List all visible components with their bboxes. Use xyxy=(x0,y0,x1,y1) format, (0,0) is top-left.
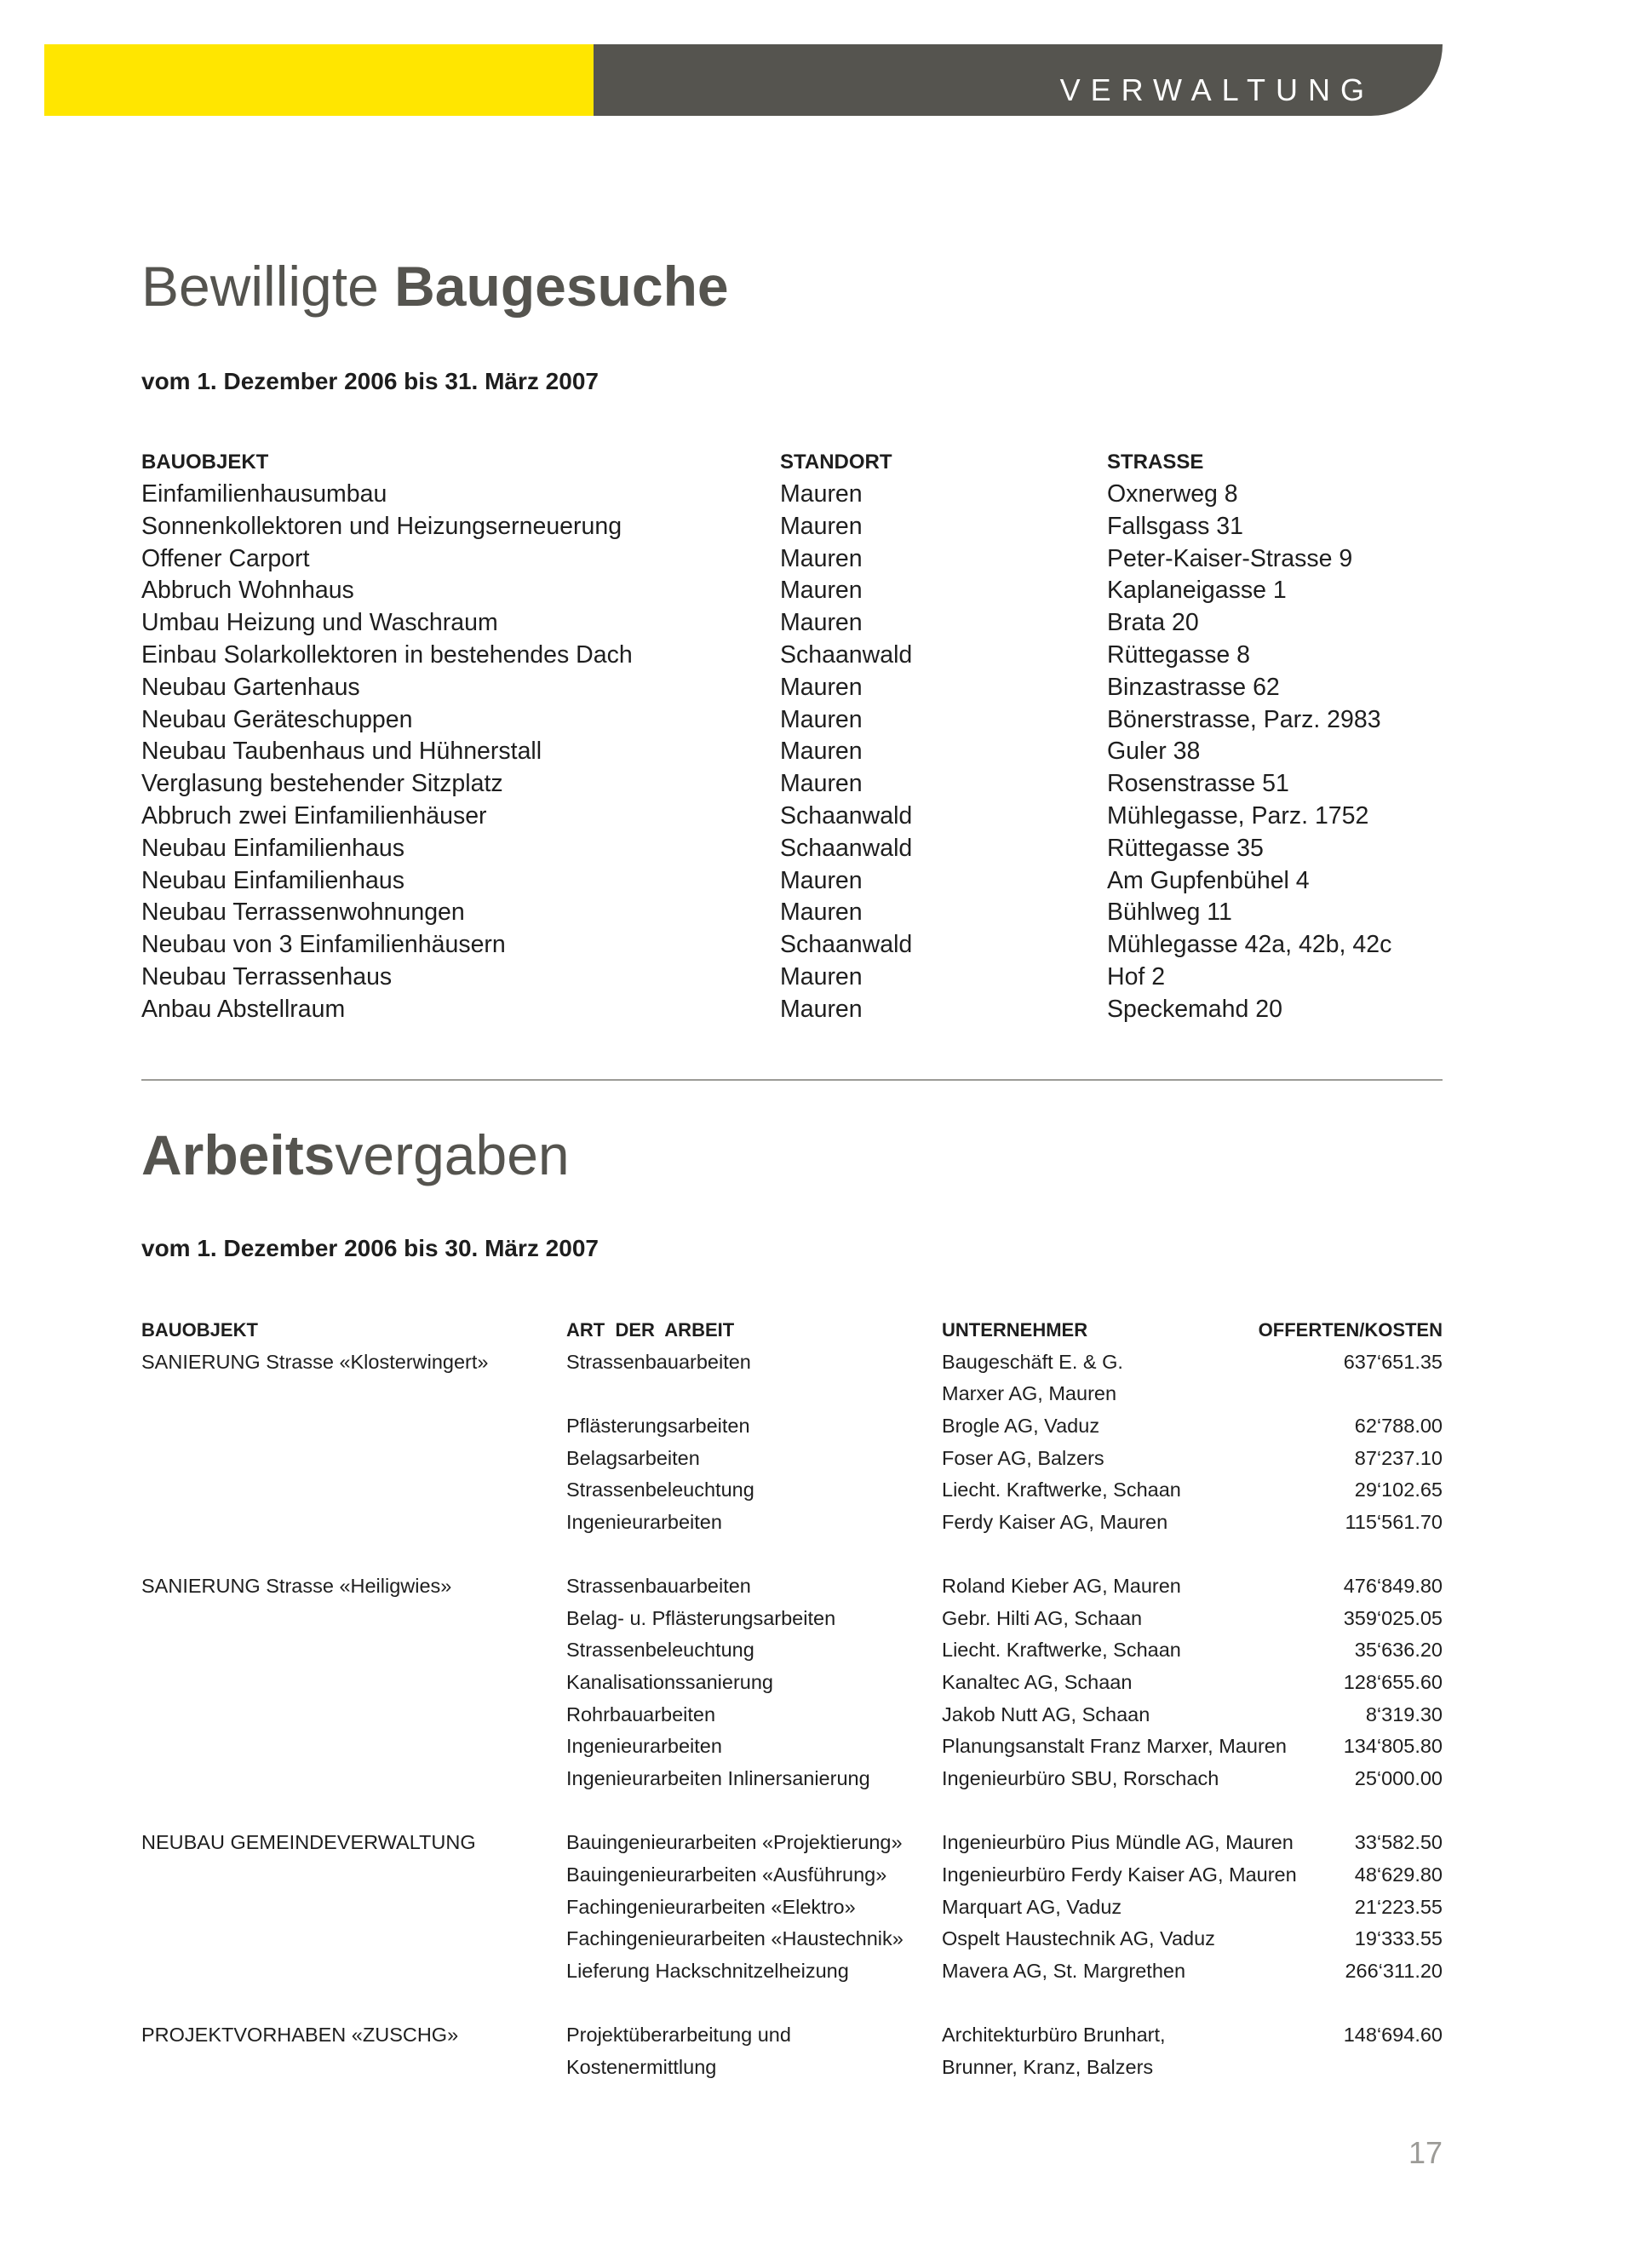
contract-unternehmer: Marxer AG, Mauren xyxy=(942,1382,1117,1405)
permit-bauobjekt: Sonnenkollektoren und Heizungserneuerung xyxy=(141,512,622,540)
permit-bauobjekt: Neubau Einfamilienhaus xyxy=(141,834,404,862)
contracts-title-light: vergaben xyxy=(335,1123,570,1186)
permit-standort: Mauren xyxy=(780,995,863,1023)
contract-kosten: 8‘319.30 xyxy=(1365,1702,1443,1725)
permit-standort: Mauren xyxy=(780,577,863,605)
permit-standort: Mauren xyxy=(780,866,863,894)
contract-kosten: 128‘655.60 xyxy=(1343,1671,1443,1694)
permits-period: vom 1. Dezember 2006 bis 31. März 2007 xyxy=(141,368,599,394)
permit-standort: Schaanwald xyxy=(780,801,913,830)
contract-row xyxy=(141,1859,1443,1892)
permit-bauobjekt: Neubau Taubenhaus und Hühnerstall xyxy=(141,738,542,766)
contract-kosten: 35‘636.20 xyxy=(1354,1639,1443,1662)
contract-unternehmer: Gebr. Hilti AG, Schaan xyxy=(942,1606,1143,1629)
contract-art: Strassenbeleuchtung xyxy=(566,1639,754,1662)
contract-unternehmer: Liecht. Kraftwerke, Schaan xyxy=(942,1639,1181,1662)
section-divider xyxy=(141,1079,1443,1081)
permit-standort: Mauren xyxy=(780,609,863,637)
contract-art: Fachingenieurarbeiten «Elektro» xyxy=(566,1895,856,1918)
contract-bauobjekt: SANIERUNG Strasse «Klosterwingert» xyxy=(141,1350,489,1373)
contracts-header-row xyxy=(141,1314,1443,1346)
permit-standort: Mauren xyxy=(780,705,863,733)
contract-unternehmer: Marquart AG, Vaduz xyxy=(942,1895,1122,1918)
permit-strasse: Bühlweg 11 xyxy=(1107,899,1232,927)
contract-unternehmer: Mavera AG, St. Margrethen xyxy=(942,1959,1186,1982)
permit-strasse: Binzastrasse 62 xyxy=(1107,673,1280,701)
contract-unternehmer: Kanaltec AG, Schaan xyxy=(942,1671,1133,1694)
permit-row xyxy=(141,962,1443,994)
permit-strasse: Fallsgass 31 xyxy=(1107,512,1243,540)
contract-row xyxy=(141,1699,1443,1731)
contract-art: Bauingenieurarbeiten «Projektierung» xyxy=(566,1831,903,1854)
contract-kosten: 33‘582.50 xyxy=(1354,1831,1443,1854)
contract-unternehmer: Ingenieurbüro SBU, Rorschach xyxy=(942,1766,1219,1789)
contract-kosten: 21‘223.55 xyxy=(1354,1895,1443,1918)
contracts-header-bauobjekt: BAUOBJEKT xyxy=(141,1319,258,1341)
permit-bauobjekt: Neubau Gartenhaus xyxy=(141,673,360,701)
contract-row xyxy=(141,1346,1443,1379)
contract-row xyxy=(141,1955,1443,1988)
contract-row xyxy=(141,1763,1443,1795)
contract-kosten: 19‘333.55 xyxy=(1354,1927,1443,1950)
permit-strasse: Mühlegasse, Parz. 1752 xyxy=(1107,801,1369,830)
permit-row xyxy=(141,575,1443,607)
contract-art: Ingenieurarbeiten xyxy=(566,1510,722,1533)
permit-bauobjekt: Umbau Heizung und Waschraum xyxy=(141,609,498,637)
contract-bauobjekt: PROJEKTVORHABEN «ZUSCHG» xyxy=(141,2024,459,2047)
contract-kosten: 148‘694.60 xyxy=(1343,2024,1443,2047)
permit-row xyxy=(141,768,1443,801)
permits-header-bauobjekt: BAUOBJEKT xyxy=(141,451,269,474)
contract-kosten: 48‘629.80 xyxy=(1354,1863,1443,1886)
contract-unternehmer: Architekturbüro Brunhart, xyxy=(942,2024,1166,2047)
contract-row xyxy=(141,2019,1443,2052)
permit-strasse: Hof 2 xyxy=(1107,962,1166,990)
permit-row xyxy=(141,897,1443,929)
permit-strasse: Rosenstrasse 51 xyxy=(1107,770,1289,798)
permit-row xyxy=(141,736,1443,768)
contract-row xyxy=(141,1410,1443,1443)
contract-row xyxy=(141,1474,1443,1507)
permit-standort: Mauren xyxy=(780,480,863,508)
permit-bauobjekt: Anbau Abstellraum xyxy=(141,995,346,1023)
contracts-header-unternehmer: UNTERNEHMER xyxy=(942,1319,1088,1341)
contract-art: Strassenbauarbeiten xyxy=(566,1575,751,1598)
permit-standort: Mauren xyxy=(780,512,863,540)
permit-bauobjekt: Neubau Geräteschuppen xyxy=(141,705,413,733)
permit-row xyxy=(141,801,1443,833)
contract-art: Kanalisationssanierung xyxy=(566,1671,773,1694)
contract-row xyxy=(141,1443,1443,1475)
permit-strasse: Am Gupfenbühel 4 xyxy=(1107,866,1310,894)
contract-kosten: 62‘788.00 xyxy=(1354,1414,1443,1437)
permit-row xyxy=(141,929,1443,962)
permit-bauobjekt: Neubau Terrassenwohnungen xyxy=(141,899,465,927)
contract-kosten: 134‘805.80 xyxy=(1343,1735,1443,1758)
contract-unternehmer: Baugeschäft E. & G. xyxy=(942,1350,1123,1373)
permits-header-strasse: STRASSE xyxy=(1107,451,1204,474)
permit-row xyxy=(141,865,1443,898)
contract-row xyxy=(141,1667,1443,1699)
permit-bauobjekt: Verglasung bestehender Sitzplatz xyxy=(141,770,503,798)
permits-title-light: Bewilligte xyxy=(141,255,395,318)
page-number: 17 xyxy=(1408,2135,1443,2170)
permit-row xyxy=(141,640,1443,672)
permit-row xyxy=(141,833,1443,865)
contract-unternehmer: Ospelt Haustechnik AG, Vaduz xyxy=(942,1927,1215,1950)
contract-unternehmer: Roland Kieber AG, Mauren xyxy=(942,1575,1181,1598)
contract-art: Ingenieurarbeiten Inlinersanierung xyxy=(566,1766,870,1789)
contract-unternehmer: Liecht. Kraftwerke, Schaan xyxy=(942,1479,1181,1501)
permits-header-standort: STANDORT xyxy=(780,451,892,474)
permit-bauobjekt: Abbruch zwei Einfamilienhäuser xyxy=(141,801,487,830)
contracts-header-kosten: OFFERTEN/KOSTEN xyxy=(1258,1319,1443,1341)
permit-standort: Mauren xyxy=(780,962,863,990)
permit-row xyxy=(141,511,1443,543)
permit-bauobjekt: Abbruch Wohnhaus xyxy=(141,577,354,605)
contract-unternehmer: Foser AG, Balzers xyxy=(942,1446,1104,1469)
contract-row xyxy=(141,1603,1443,1635)
contract-art: Pflästerungsarbeiten xyxy=(566,1414,750,1437)
permit-row xyxy=(141,479,1443,511)
permits-title-bold: Baugesuche xyxy=(394,255,729,318)
contract-unternehmer: Jakob Nutt AG, Schaan xyxy=(942,1702,1150,1725)
contract-kosten: 266‘311.20 xyxy=(1345,1959,1443,1982)
contract-art: Bauingenieurarbeiten «Ausführung» xyxy=(566,1863,887,1886)
contract-art: Rohrbauarbeiten xyxy=(566,1702,716,1725)
permit-strasse: Oxnerweg 8 xyxy=(1107,480,1238,508)
permit-standort: Mauren xyxy=(780,544,863,572)
contract-bauobjekt: SANIERUNG Strasse «Heiligwies» xyxy=(141,1575,452,1598)
permit-standort: Mauren xyxy=(780,738,863,766)
contract-row xyxy=(141,1923,1443,1955)
contract-row xyxy=(141,1827,1443,1859)
contract-art: Strassenbauarbeiten xyxy=(566,1350,751,1373)
contract-unternehmer: Ferdy Kaiser AG, Mauren xyxy=(942,1510,1168,1533)
permit-row xyxy=(141,704,1443,737)
permit-strasse: Brata 20 xyxy=(1107,609,1199,637)
permits-title xyxy=(141,252,729,320)
contract-art: Lieferung Hackschnitzelheizung xyxy=(566,1959,849,1982)
contract-row xyxy=(141,1892,1443,1924)
contract-kosten: 25‘000.00 xyxy=(1354,1766,1443,1789)
contract-kosten: 115‘561.70 xyxy=(1345,1510,1443,1533)
permit-strasse: Peter-Kaiser-Strasse 9 xyxy=(1107,544,1353,572)
contract-row xyxy=(141,1507,1443,1539)
contract-art: Ingenieurarbeiten xyxy=(566,1735,722,1758)
permit-strasse: Bönerstrasse, Parz. 2983 xyxy=(1107,705,1381,733)
permit-row xyxy=(141,543,1443,576)
permit-bauobjekt: Neubau von 3 Einfamilienhäusern xyxy=(141,931,506,959)
contract-art: Fachingenieurarbeiten «Haustechnik» xyxy=(566,1927,904,1950)
contract-unternehmer: Brogle AG, Vaduz xyxy=(942,1414,1100,1437)
permit-standort: Schaanwald xyxy=(780,834,913,862)
contracts-header-art: ART DER ARBEIT xyxy=(566,1319,735,1341)
permit-row xyxy=(141,607,1443,640)
contracts-period: vom 1. Dezember 2006 bis 30. März 2007 xyxy=(141,1235,599,1261)
contract-art: Projektüberarbeitung und xyxy=(566,2024,791,2047)
contracts-table xyxy=(141,1314,1443,2083)
permit-row xyxy=(141,672,1443,704)
contract-kosten: 359‘025.05 xyxy=(1343,1606,1443,1629)
permit-standort: Mauren xyxy=(780,770,863,798)
contract-kosten: 87‘237.10 xyxy=(1354,1446,1443,1469)
contract-row xyxy=(141,1634,1443,1667)
permit-row xyxy=(141,994,1443,1026)
permit-strasse: Speckemahd 20 xyxy=(1107,995,1282,1023)
contract-art: Kostenermittlung xyxy=(566,2055,717,2078)
group-spacer xyxy=(141,1987,1443,2019)
group-spacer xyxy=(141,1795,1443,1828)
group-spacer xyxy=(141,1538,1443,1570)
permit-strasse: Guler 38 xyxy=(1107,738,1201,766)
contract-kosten: 476‘849.80 xyxy=(1343,1575,1443,1598)
header-section-bar xyxy=(594,44,1443,116)
contracts-title xyxy=(141,1121,570,1189)
permit-strasse: Kaplaneigasse 1 xyxy=(1107,577,1287,605)
contract-bauobjekt: NEUBAU GEMEINDEVERWALTUNG xyxy=(141,1831,476,1854)
contract-kosten: 29‘102.65 xyxy=(1354,1479,1443,1501)
contract-row xyxy=(141,1378,1443,1410)
permits-header-row xyxy=(141,446,1443,479)
contracts-title-bold: Arbeits xyxy=(141,1123,336,1186)
contract-art: Belag- u. Pflästerungsarbeiten xyxy=(566,1606,836,1629)
permit-bauobjekt: Neubau Einfamilienhaus xyxy=(141,866,404,894)
permit-bauobjekt: Einbau Solarkollektoren in bestehendes Dach xyxy=(141,640,633,669)
contract-row xyxy=(141,1570,1443,1603)
section-label: VERWALTUNG xyxy=(1059,72,1374,107)
permit-standort: Mauren xyxy=(780,673,863,701)
contract-unternehmer: Planungsanstalt Franz Marxer, Mauren xyxy=(942,1735,1287,1758)
permit-standort: Schaanwald xyxy=(780,931,913,959)
permits-table xyxy=(141,446,1443,1026)
permit-standort: Mauren xyxy=(780,899,863,927)
permit-strasse: Rüttegasse 35 xyxy=(1107,834,1264,862)
permit-standort: Schaanwald xyxy=(780,640,913,669)
contract-unternehmer: Ingenieurbüro Pius Mündle AG, Mauren xyxy=(942,1831,1294,1854)
contract-row xyxy=(141,2052,1443,2084)
contract-row xyxy=(141,1731,1443,1763)
header-accent-bar xyxy=(44,44,594,116)
contract-unternehmer: Ingenieurbüro Ferdy Kaiser AG, Mauren xyxy=(942,1863,1297,1886)
permit-bauobjekt: Offener Carport xyxy=(141,544,310,572)
contract-art: Belagsarbeiten xyxy=(566,1446,700,1469)
permit-bauobjekt: Einfamilienhausumbau xyxy=(141,480,387,508)
permit-bauobjekt: Neubau Terrassenhaus xyxy=(141,962,393,990)
contract-unternehmer: Brunner, Kranz, Balzers xyxy=(942,2055,1154,2078)
permit-strasse: Rüttegasse 8 xyxy=(1107,640,1250,669)
permit-strasse: Mühlegasse 42a, 42b, 42c xyxy=(1107,931,1392,959)
contract-kosten: 637‘651.35 xyxy=(1343,1350,1443,1373)
contract-art: Strassenbeleuchtung xyxy=(566,1479,754,1501)
